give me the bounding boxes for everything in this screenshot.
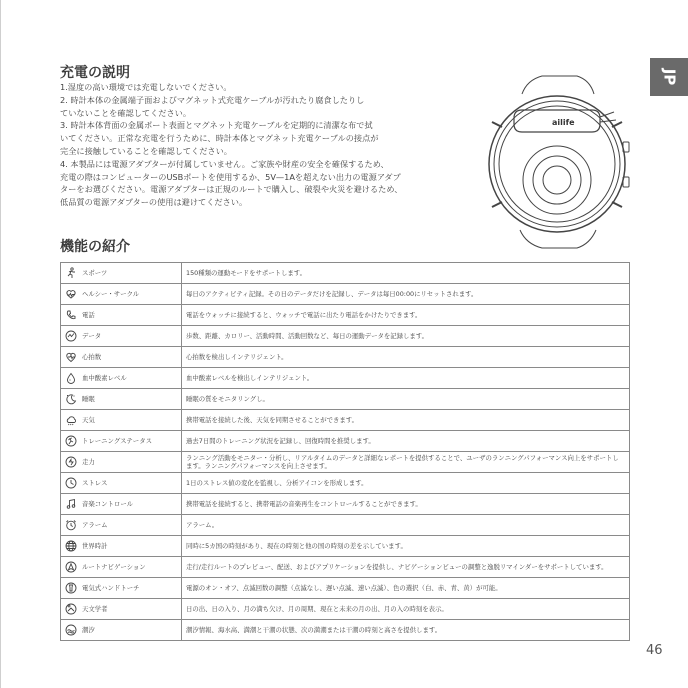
function-row	[61, 557, 630, 578]
function-row	[61, 599, 630, 620]
function-name: 睡眠	[82, 395, 95, 403]
page-edge	[0, 0, 1, 688]
navigation-icon	[65, 561, 77, 573]
charging-line: 低品質の電源アダプターの使用は避けてください。	[60, 197, 248, 208]
charging-line: ターをお選びください。電源アダプターは正規のルートで購入し、破裂や火災を避けるため、	[60, 184, 403, 195]
heart-shield-icon	[65, 288, 77, 300]
function-row	[61, 347, 630, 368]
charging-section-title: 充電の説明	[60, 65, 130, 81]
flashlight-icon	[65, 582, 77, 594]
function-name-cell	[61, 515, 182, 536]
language-tab-label: JP	[659, 68, 678, 86]
function-row	[61, 368, 630, 389]
function-name: 音楽コントロール	[82, 500, 133, 508]
function-name: 電気式ハンドトーチ	[82, 584, 140, 592]
function-name: トレーニングステータス	[82, 437, 152, 445]
phone-icon	[65, 309, 77, 321]
stress-icon	[65, 477, 77, 489]
charging-line: 1.湿度の高い環境では充電しないでください。	[60, 82, 232, 92]
run-power-icon	[65, 456, 77, 468]
function-name: 心拍数	[82, 353, 102, 361]
function-name: ルートナビゲーション	[82, 563, 146, 571]
function-description: 同時に5カ国の時刻があり、現在の時刻と他の国の時刻の差を示しています。	[182, 536, 630, 557]
tide-icon	[65, 624, 77, 636]
function-description: 潮汐情報、海水高、満潮と干潮の状態、次の満潮または干潮の時刻と高さを提供します。	[182, 620, 630, 641]
charging-line: 2. 時計本体の金属端子面およびマグネット式充電ケーブルが汚れたり腐食したりし	[60, 94, 365, 105]
function-row	[61, 494, 630, 515]
charging-line: いてください。正常な充電を行うために、時計本体とマグネット充電ケーブルの接点が	[60, 133, 379, 144]
function-name-cell	[61, 557, 182, 578]
charging-line: 4. 本製品には電源アダプターが付属していません。ご家族や財産の安全を確保するため、	[60, 158, 389, 169]
function-name: 世界時計	[82, 542, 108, 550]
function-description: 1日のストレス値の変化を監視し、分析アイコンを形成します。	[182, 473, 630, 494]
function-row	[61, 284, 630, 305]
function-description: 歩数、距離、カロリー、活動時間、活動回数など、毎日の運動データを記録します。	[182, 326, 630, 347]
heartbeat-icon	[65, 351, 77, 363]
function-name-cell	[61, 494, 182, 515]
function-description: 毎日のアクティビティ記録。その日のデータだけを記録し、データは毎日00:00にリセットされます。	[182, 284, 630, 305]
function-name-cell	[61, 599, 182, 620]
function-name-cell	[61, 305, 182, 326]
function-name-cell	[61, 263, 182, 284]
function-row	[61, 578, 630, 599]
weather-icon	[65, 414, 77, 426]
function-name-cell	[61, 578, 182, 599]
charging-instructions	[60, 81, 475, 209]
blood-drop-icon	[65, 372, 77, 384]
function-description: 日の出、日の入り、月の満ち欠け、月の周期、現在と未来の月の出、月の入の時刻を表示。	[182, 599, 630, 620]
function-name-cell	[61, 389, 182, 410]
function-name-cell	[61, 410, 182, 431]
function-name: 電話	[82, 311, 95, 319]
function-name: スポーツ	[82, 269, 108, 277]
music-icon	[65, 498, 77, 510]
function-row	[61, 431, 630, 452]
function-row	[61, 389, 630, 410]
function-name: 潮汐	[82, 626, 95, 634]
function-description: ランニング活動をモニター・分析し、リアルタイムのデータと詳細なレポートを提供することで、ユーザのランニングパフォーマンス向上をサポートします。ランニングパフォーマンスを向上させます。	[182, 452, 630, 473]
function-description: 血中酸素レベルを検出しインテリジェント。	[182, 368, 630, 389]
function-description: 過去7日間のトレーニング状況を記録し、回復時間を推奨します。	[182, 431, 630, 452]
function-row	[61, 473, 630, 494]
function-row	[61, 515, 630, 536]
function-description: 携帯電話を接続した後、天気を同期させることができます。	[182, 410, 630, 431]
function-name-cell	[61, 452, 182, 473]
function-description: アラーム。	[182, 515, 630, 536]
charging-line: 充電の際はコンピューターのUSBポートを使用するか、5V—1Aを超えない出力の電源アダプ	[60, 171, 401, 182]
function-description: 電話をウォッチに接続すると、ウォッチで電話に出たり電話をかけたりできます。	[182, 305, 630, 326]
function-description: 睡眠の質をモニタリングし。	[182, 389, 630, 410]
function-name: データ	[82, 332, 102, 340]
astronomer-icon	[65, 603, 77, 615]
function-name: ストレス	[82, 479, 108, 487]
function-row	[61, 410, 630, 431]
alarm-icon	[65, 519, 77, 531]
function-name: 天気	[82, 416, 95, 424]
function-row	[61, 326, 630, 347]
function-name-cell	[61, 368, 182, 389]
globe-icon	[65, 540, 77, 552]
function-row	[61, 536, 630, 557]
running-icon	[65, 267, 77, 279]
function-name-cell	[61, 431, 182, 452]
charging-line: 3. 時計本体背面の金属ポート表面とマグネット充電ケーブルを定期的に清潔な布で拭	[60, 120, 373, 131]
watch-brand-label: ailife	[552, 118, 575, 127]
functions-table	[60, 262, 630, 641]
functions-section-title: 機能の紹介	[60, 239, 130, 255]
data-icon	[65, 330, 77, 342]
moon-icon	[65, 393, 77, 405]
function-row	[61, 263, 630, 284]
charging-line: ていないことを確認してください。	[60, 107, 192, 118]
function-description: 150種類の運動モードをサポートします。	[182, 263, 630, 284]
language-tab	[650, 58, 688, 96]
function-name: 天文学者	[82, 605, 108, 613]
function-name: 走力	[82, 458, 95, 466]
function-name-cell	[61, 326, 182, 347]
function-name-cell	[61, 620, 182, 641]
function-description: 携帯電話を接続すると、携帯電話の音楽再生をコントロールすることができます。	[182, 494, 630, 515]
function-name: ヘルシー・サークル	[82, 290, 140, 298]
function-name: アラーム	[82, 521, 108, 529]
function-description: 走行/走行ルートのプレビュー、配送、およびアプリケーションを提供し、ナビゲーションビューの調整と逸脱リマインダーをサポートしています。	[182, 557, 630, 578]
function-row	[61, 620, 630, 641]
function-name-cell	[61, 347, 182, 368]
function-name-cell	[61, 536, 182, 557]
page-number: 46	[646, 643, 663, 658]
function-name-cell	[61, 284, 182, 305]
function-row	[61, 305, 630, 326]
function-description: 電源のオン・オフ、点滅回数の調整（点滅なし、遅い点滅、速い点滅）、色の選択（白、赤、青、黄）が可能。	[182, 578, 630, 599]
watch-charging-illustration	[482, 72, 632, 252]
function-name: 血中酸素レベル	[82, 374, 127, 382]
training-icon	[65, 435, 77, 447]
function-row	[61, 452, 630, 473]
charging-line: 完全に接触していることを確認してください。	[60, 145, 232, 156]
function-description: 心拍数を検出しインテリジェント。	[182, 347, 630, 368]
function-name-cell	[61, 473, 182, 494]
